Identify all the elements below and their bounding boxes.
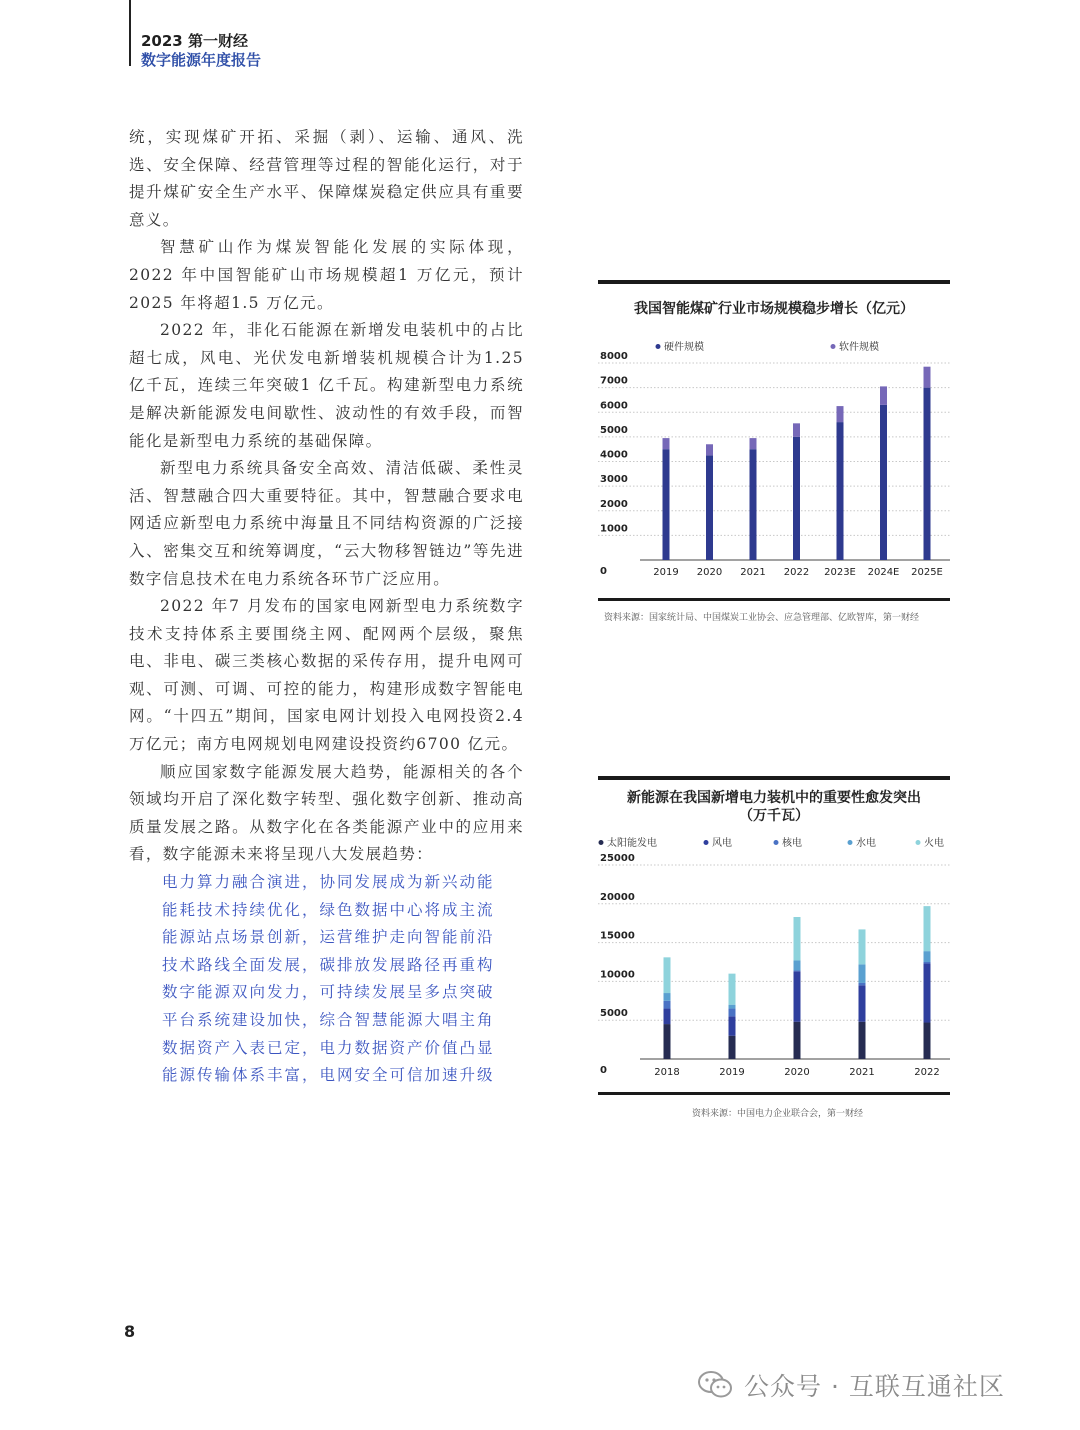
bar-segment bbox=[663, 438, 670, 449]
bar-segment bbox=[794, 1022, 801, 1059]
header-rule bbox=[129, 0, 131, 66]
bar-segment bbox=[729, 974, 736, 1005]
trend-item: 数据资产入表已定，电力数据资产价值凸显 bbox=[162, 1038, 495, 1057]
y-tick-label: 1000 bbox=[600, 523, 628, 535]
trend-item: 平台系统建设加快，综合智慧能源大唱主角 bbox=[162, 1011, 495, 1029]
bar-segment bbox=[706, 455, 713, 560]
y-tick-label: 20000 bbox=[600, 891, 635, 903]
bar-segment bbox=[706, 444, 713, 455]
legend-marker bbox=[916, 840, 921, 845]
bar-segment bbox=[924, 962, 931, 964]
bar-segment bbox=[793, 423, 800, 437]
chart-bottom-rule bbox=[598, 1092, 950, 1095]
trend-item: 电力算力融合演进，协同发展成为新兴动能 bbox=[162, 873, 495, 892]
trend-item: 数字能源双向发力，可持续发展呈多点突破 bbox=[162, 983, 495, 1002]
legend-marker bbox=[599, 840, 604, 845]
y-tick-label: 7000 bbox=[600, 375, 628, 387]
chart-top-rule bbox=[598, 776, 950, 780]
x-tick-label: 2024E bbox=[867, 567, 900, 578]
trend-item: 能源传输体系丰富，电网安全可信加速升级 bbox=[162, 1066, 495, 1085]
paragraph: 2022 年7 月发布的国家电网新型电力系统数字技术支持体系主要围绕主网、配网两个层级，聚焦电、非电、碳三类核心数据的采传存用，提升电网可观、可测、可调、可控的能力，构建形成数字智能电网。“十四五”期间，国家电网计划投入电网投资2.4 万亿元；南方电网规划电网建设投资约6700 亿元。 bbox=[129, 597, 524, 754]
watermark bbox=[698, 1367, 1005, 1403]
coal-mine-chart bbox=[598, 280, 950, 602]
paragraph: 2022 年，非化石能源在新增发电装机中的占比超七成，风电、光伏发电新增装机规模合计为1.25 亿千瓦，连续三年突破1 亿千瓦。构建新型电力系统是解决新能源发电间歇性、波动性的有效手段，而智能化是新型电力系统的基础保障。 bbox=[129, 321, 524, 450]
y-tick-label: 5000 bbox=[600, 424, 628, 436]
legend-label: 软件规模 bbox=[839, 342, 879, 353]
legend-marker bbox=[774, 840, 779, 845]
paragraph: 智慧矿山作为煤炭智能化发展的实际体现，2022 年中国智能矿山市场规模超1 万亿元，预计2025 年将超1.5 万亿元。 bbox=[129, 238, 524, 312]
bar-segment bbox=[794, 971, 801, 1021]
bar-segment bbox=[729, 1016, 736, 1035]
legend-label: 风电 bbox=[712, 838, 732, 849]
x-tick-label: 2022 bbox=[783, 567, 810, 578]
paragraph: 统，实现煤矿开拓、采掘（剥）、运输、通风、洗选、安全保障、经营管理等过程的智能化运行，对于提升煤矿安全生产水平、保障煤炭稳定供应具有重要意义。 bbox=[129, 128, 524, 229]
y-tick-label: 8000 bbox=[600, 351, 628, 362]
bar-segment bbox=[664, 957, 671, 993]
page-number: 8 bbox=[124, 1322, 136, 1341]
bar-segment bbox=[924, 388, 931, 560]
y-tick-label: 10000 bbox=[600, 969, 635, 981]
y-tick-label: 3000 bbox=[600, 474, 628, 486]
bar-segment bbox=[859, 985, 866, 1021]
bar-segment bbox=[924, 951, 931, 962]
bar-segment bbox=[729, 1009, 736, 1017]
legend-label: 核电 bbox=[782, 838, 802, 849]
bar-segment bbox=[924, 964, 931, 1023]
bar-segment bbox=[663, 449, 670, 560]
bar-segment bbox=[750, 438, 757, 449]
x-tick-label: 2025E bbox=[911, 567, 943, 578]
x-tick-label: 2020 bbox=[784, 1067, 810, 1078]
bar-segment bbox=[664, 993, 671, 1001]
legend-label: 水电 bbox=[856, 838, 876, 849]
y-tick-label: 6000 bbox=[600, 400, 628, 412]
x-tick-label: 2022 bbox=[914, 1067, 940, 1078]
bar-segment bbox=[880, 386, 887, 404]
y-tick-label: 4000 bbox=[600, 449, 628, 461]
legend-marker bbox=[848, 840, 853, 845]
x-tick-label: 2023E bbox=[824, 567, 856, 578]
y-tick-label: 15000 bbox=[600, 930, 635, 942]
bar-segment bbox=[924, 906, 931, 951]
bar-segment bbox=[859, 964, 866, 983]
coal-mine-chart-source: 资料来源：国家统计局、中国煤炭工业协会、应急管理部、亿欧智库，第一财经 bbox=[604, 613, 920, 623]
coal-mine-chart-svg bbox=[598, 280, 950, 602]
chart-bottom-rule bbox=[598, 598, 950, 601]
bar-segment bbox=[859, 983, 866, 985]
wechat-icon bbox=[698, 1370, 734, 1400]
power-capacity-chart-source: 资料来源：中国电力企业联合会，第一财经 bbox=[692, 1109, 864, 1119]
x-tick-label: 2021 bbox=[740, 567, 766, 578]
bar-segment bbox=[793, 437, 800, 560]
power-capacity-chart-svg bbox=[598, 776, 950, 1100]
bar-segment bbox=[859, 929, 866, 964]
bar-segment bbox=[794, 971, 801, 972]
bar-segment bbox=[859, 1022, 866, 1059]
chart-title: 新能源在我国新增电力装机中的重要性愈发突出 bbox=[627, 790, 921, 806]
x-tick-label: 2019 bbox=[653, 567, 679, 578]
bar-segment bbox=[729, 1005, 736, 1009]
x-tick-label: 2021 bbox=[849, 1067, 875, 1078]
trend-item: 能源站点场景创新，运营维护走向智能前沿 bbox=[162, 928, 495, 947]
power-capacity-chart bbox=[598, 776, 950, 1100]
bar-segment bbox=[794, 960, 801, 970]
watermark-text: 公众号 · 互联互通社区 bbox=[744, 1372, 1005, 1401]
bar-segment bbox=[880, 405, 887, 560]
y-tick-label: 0 bbox=[600, 566, 607, 577]
y-tick-label: 2000 bbox=[600, 498, 628, 510]
trend-item: 能耗技术持续优化，绿色数据中心将成主流 bbox=[162, 900, 495, 919]
x-tick-label: 2019 bbox=[719, 1067, 745, 1078]
bar-segment bbox=[924, 367, 931, 388]
legend-marker bbox=[704, 840, 709, 845]
report-name: 数字能源年度报告 bbox=[141, 51, 262, 69]
bar-segment bbox=[794, 917, 801, 960]
chart-subtitle: （万千瓦） bbox=[739, 808, 809, 824]
bar-segment bbox=[664, 1024, 671, 1059]
bar-segment bbox=[924, 1023, 931, 1059]
paragraph: 顺应国家数字能源发展大趋势，能源相关的各个领域均开启了深化数字转型、强化数字创新、推动高质量发展之路。从数字化在各类能源产业中的应用来看，数字能源未来将呈现八大发展趋势： bbox=[129, 762, 524, 864]
x-tick-label: 2018 bbox=[654, 1067, 680, 1078]
bar-segment bbox=[664, 1001, 671, 1009]
legend-marker bbox=[656, 344, 661, 349]
bar-segment bbox=[837, 422, 844, 560]
paragraph: 新型电力系统具备安全高效、清洁低碳、柔性灵活、智慧融合四大重要特征。其中，智慧融合要求电网适应新型电力系统中海量且不同结构资源的广泛接入、密集交互和统筹调度，“云大物移智链边”等先进数字信息技术在电力系统各环节广泛应用。 bbox=[129, 459, 524, 588]
legend-label: 火电 bbox=[924, 838, 944, 849]
body-text bbox=[129, 124, 524, 1090]
y-tick-label: 25000 bbox=[600, 853, 635, 864]
x-tick-label: 2020 bbox=[696, 567, 723, 578]
y-tick-label: 0 bbox=[600, 1065, 607, 1076]
legend-marker bbox=[831, 344, 836, 349]
legend-label: 太阳能发电 bbox=[607, 838, 657, 849]
bar-segment bbox=[729, 1036, 736, 1059]
chart-top-rule bbox=[598, 280, 950, 284]
chart-title: 我国智能煤矿行业市场规模稳步增长（亿元） bbox=[634, 301, 914, 317]
bar-segment bbox=[750, 449, 757, 560]
report-year-title: 2023 第一财经 bbox=[141, 32, 248, 50]
legend-label: 硬件规模 bbox=[664, 342, 704, 353]
trend-list bbox=[129, 869, 524, 1090]
y-tick-label: 5000 bbox=[600, 1008, 628, 1020]
bar-segment bbox=[664, 1009, 671, 1025]
trend-item: 技术路线全面发展，碳排放发展路径再重构 bbox=[162, 955, 495, 974]
bar-segment bbox=[837, 406, 844, 422]
